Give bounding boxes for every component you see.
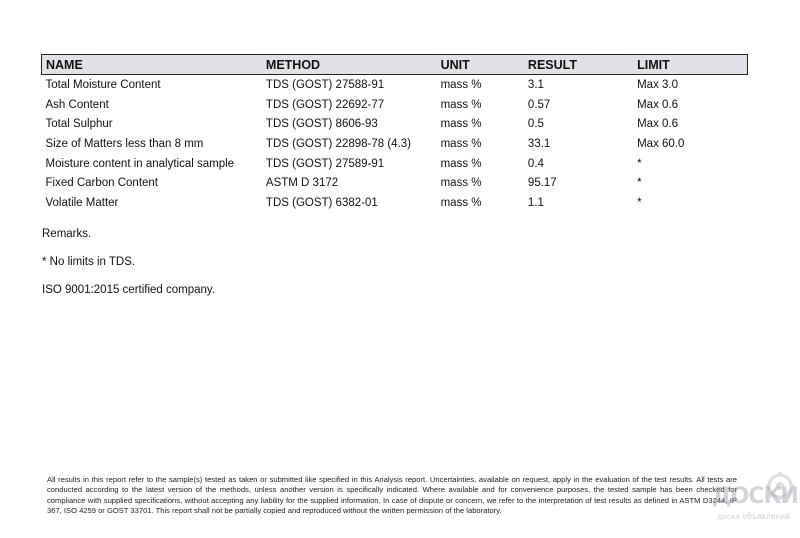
cell-unit: mass %: [440, 177, 482, 190]
cell-result: 0.57: [527, 98, 551, 111]
table-row: [42, 95, 748, 115]
table-row: [42, 173, 748, 193]
header-name: NAME: [42, 55, 262, 75]
cell-result: 1.1: [527, 196, 544, 209]
cell-unit: mass %: [440, 157, 482, 170]
cell-result: 0.4: [527, 157, 544, 170]
table-header-row: [42, 55, 748, 75]
header-method: METHOD: [262, 55, 437, 75]
analysis-results-table: [41, 54, 748, 213]
cell-limit: Max 0.6: [637, 98, 679, 111]
table-row: [42, 75, 748, 95]
cell-method: ASTM D 3172: [265, 177, 339, 190]
cell-method: TDS (GOST) 6382-01: [265, 196, 378, 209]
header-limit: LIMIT: [633, 55, 747, 75]
cell-result: 95.17: [527, 177, 557, 190]
cell-limit: *: [637, 196, 642, 209]
iso-certification-note: ISO 9001:2015 certified company.: [42, 284, 216, 296]
header-unit: UNIT: [437, 55, 524, 75]
table-row: [42, 134, 748, 154]
watermark-logo-text: ДОСКИ: [712, 484, 798, 509]
cell-limit: *: [637, 157, 642, 170]
watermark-subtitle: доска объявлений: [717, 512, 790, 521]
table-row: [42, 114, 748, 134]
cell-method: TDS (GOST) 8606-93: [265, 118, 378, 131]
cell-result: 0.5: [527, 118, 544, 131]
cell-method: TDS (GOST) 27589-91: [265, 157, 385, 170]
cell-limit: Max 60.0: [637, 137, 685, 150]
cell-name: Total Moisture Content: [45, 78, 161, 91]
cell-name: Volatile Matter: [45, 196, 119, 209]
cell-limit: Max 3.0: [637, 78, 679, 91]
header-result: RESULT: [524, 55, 633, 75]
cell-result: 33.1: [527, 137, 551, 150]
cell-unit: mass %: [440, 118, 482, 131]
cell-name: Total Sulphur: [45, 118, 113, 131]
cell-name: Moisture content in analytical sample: [45, 157, 235, 170]
report-disclaimer: All results in this report refer to the sample(s) tested as taken or submitted like specified in this Analysis report. Uncertainties, available on request, apply in the evaluation of the test results. All tests are conducted according to the latest version of the methods, unless another version is specifically indicated. Where available and for convenience purposes, the tested sample has been checked for compliance with supplied specifications, without accepting any liability for the supplied information. In case of dispute or concern, we refer to the interpretation of test results as defined in ASTM D3244, IP 367, ISO 4259 or GOST 33701. This report shall not be partially copied and reproduced without the written permission of the laboratory.: [47, 475, 737, 516]
cell-unit: mass %: [440, 98, 482, 111]
cell-unit: mass %: [440, 196, 482, 209]
cell-limit: Max 0.6: [637, 118, 679, 131]
cell-unit: mass %: [440, 137, 482, 150]
table-row: [42, 154, 748, 174]
cell-result: 3.1: [527, 78, 544, 91]
remarks-title: Remarks.: [42, 228, 92, 240]
cell-name: Size of Matters less than 8 mm: [45, 137, 204, 150]
cell-name: Ash Content: [45, 98, 109, 111]
cell-name: Fixed Carbon Content: [45, 177, 159, 190]
cell-method: TDS (GOST) 22692-77: [265, 98, 385, 111]
cell-method: TDS (GOST) 22898-78 (4.3): [265, 137, 411, 150]
no-limits-note: * No limits in TDS.: [42, 256, 136, 268]
table-row: [42, 193, 748, 213]
cell-method: TDS (GOST) 27588-91: [265, 78, 385, 91]
cell-unit: mass %: [440, 78, 482, 91]
cell-limit: *: [637, 177, 642, 190]
